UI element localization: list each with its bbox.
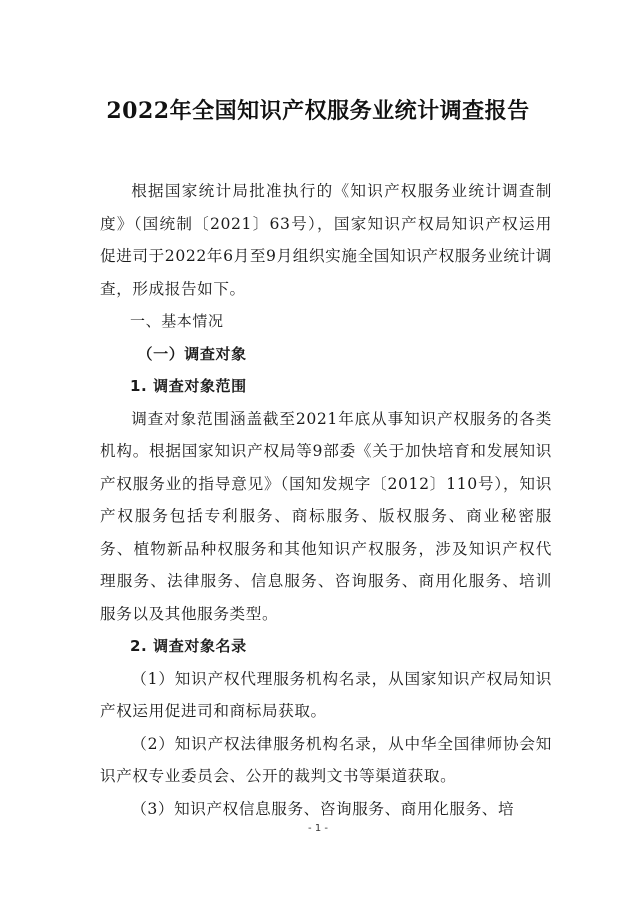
page-title: 2022年全国知识产权服务业统计调查报告 bbox=[106, 98, 530, 124]
document-body bbox=[100, 175, 552, 825]
intro-paragraph: 根据国家统计局批准执行的《知识产权服务业统计调查制度》（国统制〔2021〕63号），国家知识产权局知识产权运用促进司于2022年6月至9月组织实施全国知识产权服务业统计调查，形成报告如下。 bbox=[100, 182, 552, 298]
scope-paragraph: 调查对象范围涵盖截至2021年底从事知识产权服务的各类机构。根据国家知识产权局等9部委《关于加快培育和发展知识产权服务业的指导意见》（国知发规字〔2012〕110号），知识产权服务包括专利服务、商标服务、版权服务、商业秘密服务、植物新品种权服务和其他知识产权服务，涉及知识产权代理服务、法律服务、信息服务、咨询服务、商用化服务、培训服务以及其他服务类型。 bbox=[100, 409, 552, 623]
directory-paragraph-3: （3）知识产权信息服务、咨询服务、商用化服务、培 bbox=[131, 799, 515, 818]
directory-paragraph-2: （2）知识产权法律服务机构名录，从中华全国律师协会知识产权专业委员会、公开的裁判文书等渠道获取。 bbox=[100, 734, 552, 785]
page-number: - 1 - bbox=[308, 823, 328, 834]
directory-paragraph-1: （1）知识产权代理服务机构名录，从国家知识产权局知识产权运用促进司和商标局获取。 bbox=[100, 669, 552, 720]
section-heading-basic-info: 一、基本情况 bbox=[130, 312, 224, 330]
item-heading-directory: 2. 调查对象名录 bbox=[130, 637, 247, 655]
item-heading-scope: 1. 调查对象范围 bbox=[130, 377, 247, 395]
subsection-heading-survey-objects: （一）调查对象 bbox=[137, 344, 247, 363]
